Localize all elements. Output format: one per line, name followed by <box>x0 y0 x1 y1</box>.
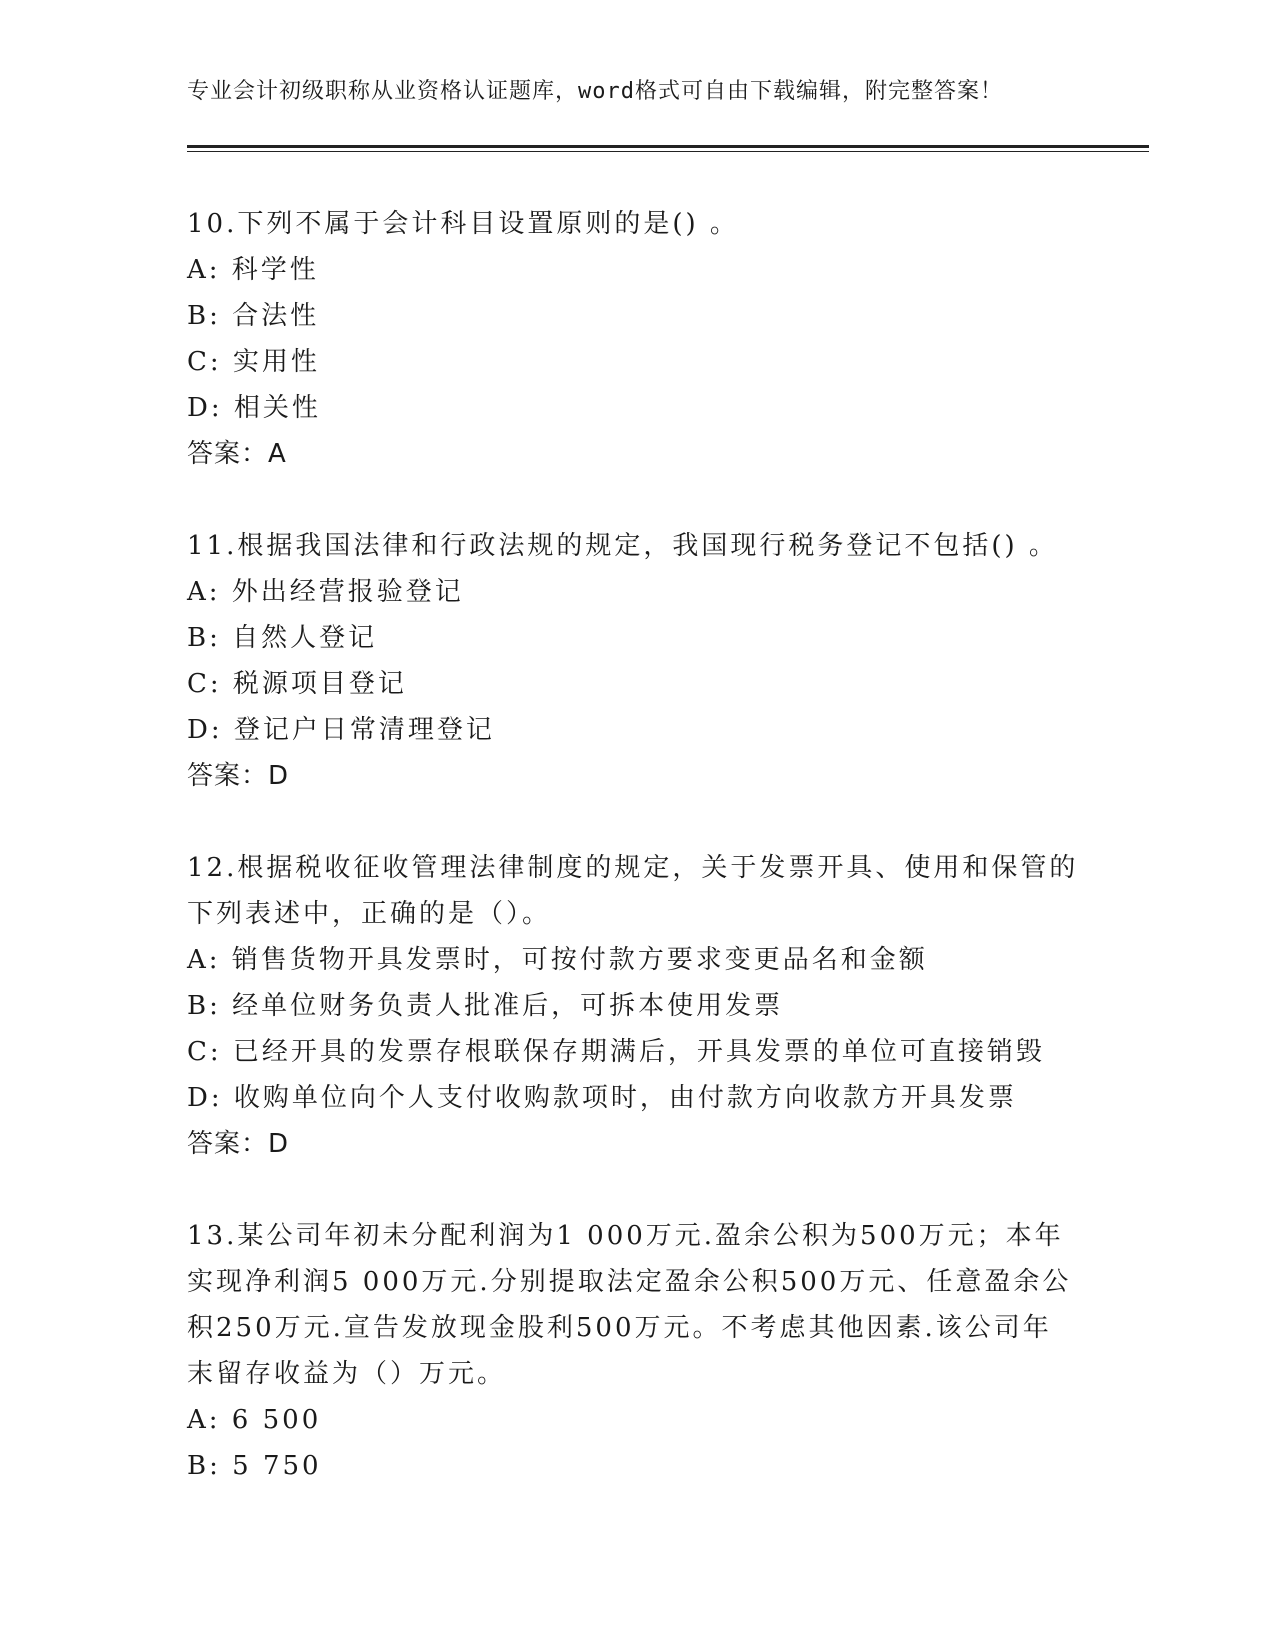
option-c: C: 税源项目登记 <box>187 669 407 699</box>
question-stem: 11.根据我国法律和行政法规的规定，我国现行税务登记不包括() 。 <box>187 531 1058 561</box>
page-header: 专业会计初级职称从业资格认证题库，word格式可自由下载编辑，附完整答案！ <box>187 79 1003 104</box>
question-13 <box>187 1213 1087 1489</box>
option-c: C: 已经开具的发票存根联保存期满后，开具发票的单位可直接销毁 <box>187 1037 1045 1067</box>
question-stem: 12.根据税收征收管理法律制度的规定，关于发票开具、使用和保管的 <box>187 853 1079 883</box>
answer-line: 答案：D <box>187 761 290 791</box>
answer-line: 答案：A <box>187 439 287 469</box>
header-divider-thick <box>187 145 1149 148</box>
option-d: D: 相关性 <box>187 393 321 423</box>
option-a: A: 外出经营报验登记 <box>187 577 464 607</box>
option-a: A: 科学性 <box>187 255 319 285</box>
question-stem: 10.下列不属于会计科目设置原则的是() 。 <box>187 209 739 239</box>
header-divider-thin <box>187 151 1149 152</box>
question-stem-cont: 下列表述中，正确的是（）。 <box>187 899 552 929</box>
option-b: B: 经单位财务负责人批准后，可拆本使用发票 <box>187 991 784 1021</box>
option-b: B: 5 750 <box>187 1451 322 1481</box>
answer-line: 答案：D <box>187 1129 290 1159</box>
option-a: A: 6 500 <box>187 1405 322 1435</box>
question-stem-cont: 末留存收益为（）万元。 <box>187 1359 507 1389</box>
option-b: B: 自然人登记 <box>187 623 378 653</box>
option-d: D: 登记户日常清理登记 <box>187 715 495 745</box>
question-12 <box>187 845 1087 1167</box>
question-11 <box>187 523 1087 799</box>
option-d: D: 收购单位向个人支付收购款项时，由付款方向收款方开具发票 <box>187 1083 1017 1113</box>
option-c: C: 实用性 <box>187 347 320 377</box>
question-stem-cont: 实现净利润5 000万元.分别提取法定盈余公积500万元、任意盈余公 <box>187 1267 1072 1297</box>
option-b: B: 合法性 <box>187 301 320 331</box>
question-10 <box>187 201 1087 477</box>
option-a: A: 销售货物开具发票时，可按付款方要求变更品名和金额 <box>187 945 928 975</box>
question-list <box>187 201 1087 1535</box>
question-stem-cont: 积250万元.宣告发放现金股利500万元。不考虑其他因素.该公司年 <box>187 1313 1052 1343</box>
question-stem: 13.某公司年初未分配利润为1 000万元.盈余公积为500万元；本年 <box>187 1221 1064 1251</box>
